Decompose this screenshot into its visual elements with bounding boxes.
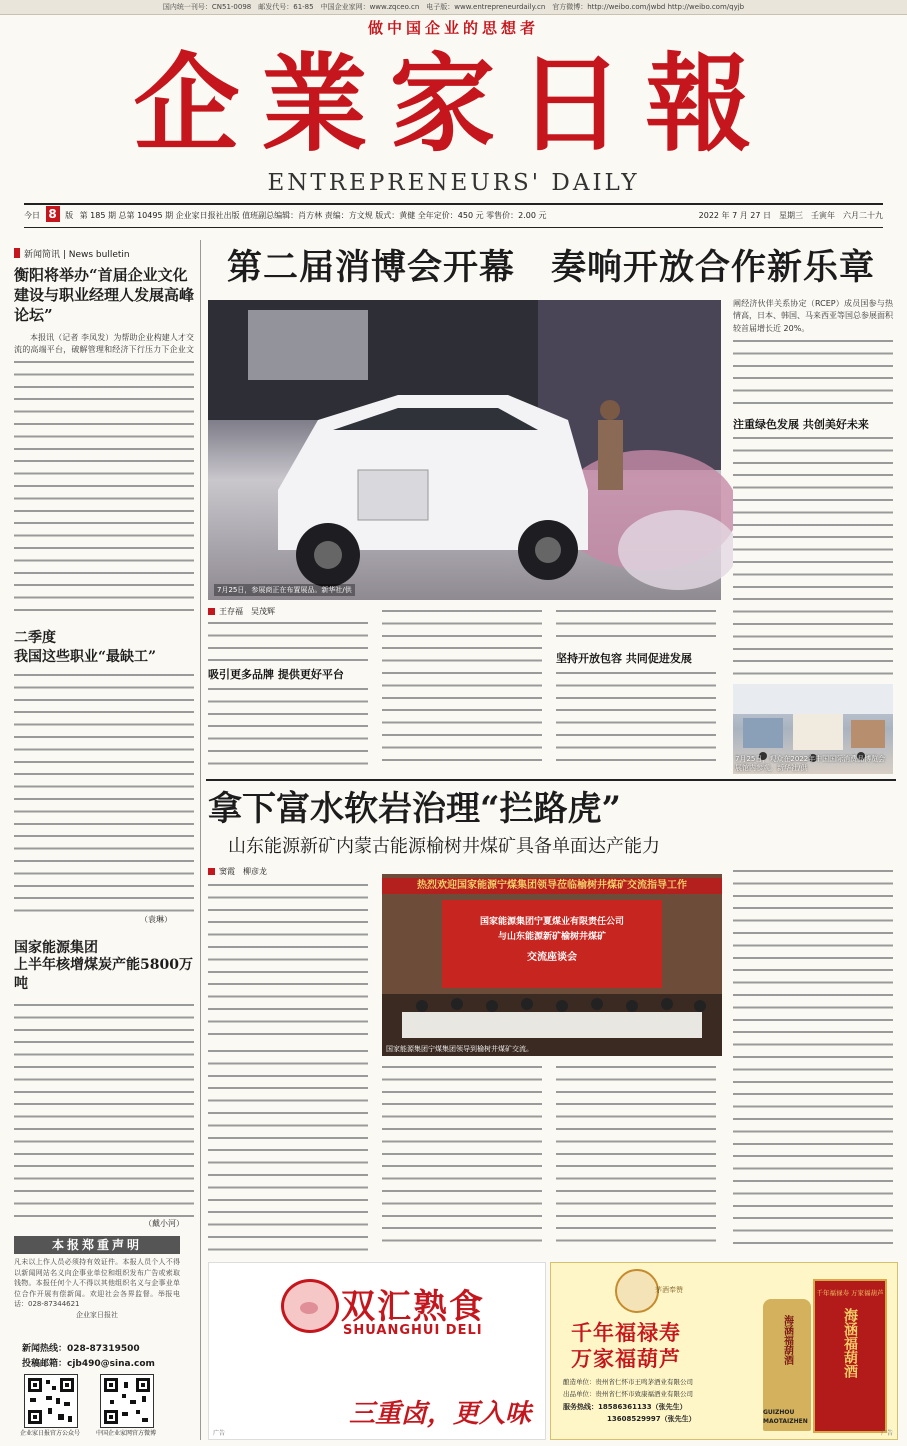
lead-headline: 第二届消博会开幕 奏响开放合作新乐章 — [226, 247, 875, 288]
maotai-brand-en-1: GUIZHOU — [763, 1409, 795, 1416]
info-bar-bottom-rule — [24, 227, 883, 228]
story1-title: 衡阳将举办“首届企业文化建设与职业经理人发展高峰论坛” — [14, 266, 195, 324]
pig-logo-icon — [281, 1279, 339, 1333]
notice-box — [14, 1236, 180, 1332]
expo-photo-2-caption: 7月25日，观众在2022年中国国际消费品博览会展馆内参观。新华社/供 — [735, 755, 886, 772]
story3-body — [14, 1000, 194, 1220]
story-separator — [206, 779, 896, 781]
top-info-text: 国内统一刊号：CN51-0098 邮发代号：61-85 中国企业家网：www.zqceo.cn 电子版：www.entrepreneurdaily.cn 官方微博：http://weibo.com/jwbd http://weibo.com/qyjb — [162, 3, 745, 11]
story3-author: （戴小河） — [144, 1219, 184, 1228]
coal-col3-body — [556, 1062, 716, 1252]
maotai-logo-text: 茅酒奉赞 — [655, 1286, 683, 1294]
maotai-maker: 酿造单位：贵州省仁怀市王鸣茅酒业有限公司 — [563, 1378, 693, 1386]
pig-snout-icon — [300, 1302, 318, 1314]
qr2-caption: 中国企业家网官方微博 — [95, 1430, 156, 1437]
sub-heading-green: 注重绿色发展 共创美好未来 — [733, 418, 869, 431]
screen-line-1: 国家能源集团宁夏煤业有限责任公司 — [479, 917, 624, 927]
maotai-logo-icon — [615, 1269, 659, 1313]
main-right-lead: 阐经济伙伴关系协定（RCEP）成员国参与热情高，日本、韩国、马来西亚等国总参展面积较首届增长近 20%。 — [733, 299, 893, 333]
masthead: 企業家日報 — [133, 41, 774, 166]
story2-body — [14, 670, 194, 914]
maotai-line-2: 万家福葫芦 — [571, 1347, 681, 1371]
story3-title-b: 上半年核增煤炭产能5800万吨 — [14, 957, 193, 992]
meeting-banner: 热烈欢迎国家能源宁煤集团领导莅临榆树井煤矿交流指导工作 — [382, 878, 722, 894]
notice-sign: 企业家日报社 — [76, 1310, 118, 1319]
screen-line-2: 与山东能源新矿榆树井煤矿 — [497, 932, 606, 942]
maotai-line-1: 千年福禄寿 — [571, 1321, 681, 1345]
maotai-phone-1[interactable]: 服务热线：18586361133（张先生） — [563, 1403, 687, 1411]
coal-subheadline: 山东能源新矿内蒙古能源榆树井煤矿具备单面达产能力 — [228, 836, 660, 857]
story3-title-a: 国家能源集团 — [14, 940, 98, 956]
shuanghui-slogan: 三重卤，更入味 — [349, 1399, 532, 1429]
maotai-gift-box — [813, 1279, 887, 1433]
news-hotline: 新闻热线：028-87319500 — [22, 1344, 140, 1354]
today-label: 今日 — [24, 211, 40, 220]
shuanghui-brand-cn: 双汇熟食 — [341, 1287, 485, 1327]
notice-title: 本报郑重声明 — [14, 1236, 180, 1254]
ad-tag-left: 广告 — [213, 1430, 226, 1437]
main-col2-body — [382, 606, 542, 768]
page-count-unit: 版 — [65, 211, 74, 220]
meeting-photo — [382, 874, 722, 1056]
bulletin-label-text: 新闻简讯 | News bulletin — [24, 250, 130, 260]
qr-pattern-icon — [25, 1375, 77, 1427]
news-bulletin-label — [14, 247, 194, 260]
main-col3-body-a — [556, 606, 716, 646]
story2-author: （袁琳） — [140, 915, 172, 924]
gift-box-top-text: 千年福禄寿 万家福葫芦 — [816, 1289, 884, 1297]
main-right-body-2 — [733, 433, 893, 679]
shuanghui-brand-en: SHUANGHUI DELI — [343, 1323, 483, 1338]
notice-body: 凡未以上作人员必须持有效证件。本报人员个人不得以新闻网站名义向企事业单位和组织发布广告或索取钱物。本报任何个人不得以其他组织名义与企事业单位合作开展有偿新闻。欢迎社会各界监督。举报电话：028-87344621 — [14, 1258, 180, 1308]
sub-heading-open: 坚持开放包容 共同促进发展 — [556, 652, 692, 665]
expo-photo-caption: 7月25日，参展商正在布置展品。新华社/供 — [214, 584, 355, 596]
coal-col2-body — [382, 1062, 542, 1252]
car-illustration — [208, 300, 721, 600]
gift-box-label: 海涵福葫酒 — [842, 1308, 858, 1378]
maotai-phone-2[interactable]: 13608529997（张先生） — [607, 1415, 696, 1423]
coal-byline: 窦霞 柳彦龙 — [208, 866, 267, 877]
story2-title-b: 我国这些职业“最缺工” — [14, 649, 157, 665]
page-count-badge: 8 — [46, 206, 60, 222]
main-right-body-1 — [733, 336, 893, 410]
coal-headline: 拿下富水软岩治理“拦路虎” — [208, 789, 622, 829]
main-col1-body-b — [208, 684, 368, 768]
maotai-ad[interactable] — [550, 1262, 898, 1440]
expo-photo-2 — [733, 684, 893, 774]
issue-date: 2022 年 7 月 27 日 星期三 壬寅年 六月二十九 — [698, 211, 883, 220]
story1-lead: 本报讯（记者 李凤发）为帮助企业构建人才交流的高端平台，破解管理和经济下行压力下企业文 — [14, 333, 194, 355]
coal-col1-body — [208, 880, 368, 1042]
sub-heading-brand: 吸引更多品牌 提供更好平台 — [208, 668, 344, 681]
coal-col1-body-b — [208, 1046, 368, 1252]
top-info-strip — [0, 0, 907, 15]
slogan: 做中国企业的思想者 — [367, 19, 539, 37]
masthead-english: ENTREPRENEURS' DAILY — [267, 170, 640, 196]
submission-email[interactable]: 投稿邮箱：cjb490@sina.com — [22, 1359, 155, 1369]
bottle-label: 海涵福葫酒 — [781, 1315, 793, 1365]
maotai-brand-en-2: MAOTAIZHEN — [763, 1418, 808, 1425]
info-bar — [24, 205, 883, 227]
qr-code-weibo[interactable] — [100, 1374, 154, 1428]
meeting-table-illustration — [382, 874, 722, 1056]
maotai-sales: 出品单位：贵州省仁怀市致康福酒业有限公司 — [563, 1390, 693, 1398]
meeting-photo-caption: 国家能源集团宁煤集团领导到榆树井煤矿交流。 — [386, 1045, 533, 1053]
main-col1-body-a — [208, 618, 368, 662]
ad-tag-right: 广告 — [880, 1430, 893, 1437]
story1-body — [14, 357, 194, 613]
expo-photo — [208, 300, 721, 600]
qr-pattern-icon — [101, 1375, 153, 1427]
qr-code-official-account[interactable] — [24, 1374, 78, 1428]
issue-details: 第 185 期 总第 10495 期 企业家日报社出版 值班副总编辑：肖方林 责编：方文规 版式：黄健 全年定价：450 元 零售价：2.00 元 — [79, 211, 547, 220]
column-divider — [200, 240, 201, 1440]
qr1-caption: 企业家日报官方公众号 — [19, 1430, 80, 1437]
shuanghui-ad[interactable] — [208, 1262, 546, 1440]
coal-col4-body — [733, 866, 893, 1252]
main-col3-body-b — [556, 668, 716, 768]
screen-line-3: 交流座谈会 — [527, 952, 577, 963]
main-byline: 王存福 吴茂辉 — [208, 606, 275, 617]
bulletin-mark — [14, 248, 20, 258]
story2-title-a: 二季度 — [14, 630, 56, 646]
